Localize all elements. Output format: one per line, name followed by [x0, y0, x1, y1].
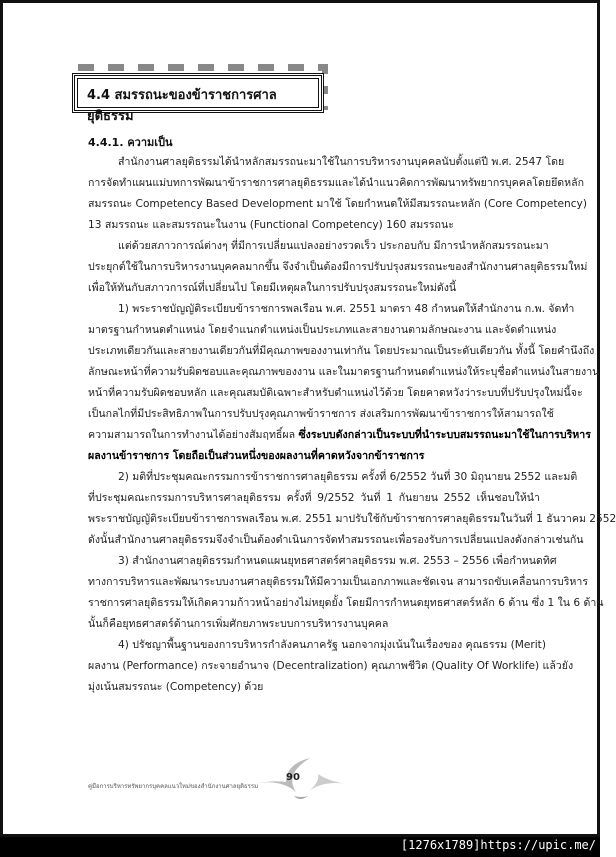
- text-line: ประยุกต์ใช้ในการบริหารงานบุคคลมากขึ้น จึงจำเป็นต้องมีการปรับปรุงสมรรถนะของสำนักงานศาลยุติธรรมใหม่: [88, 261, 588, 273]
- section-heading-box: [72, 73, 324, 124]
- bold-text-line: ผลงานข้าราชการ โดยถือเป็นส่วนหนึ่งของผลงานที่คาดหวังจากข้าราชการ: [88, 450, 425, 462]
- paragraph-2: [88, 236, 588, 299]
- text-line: สมรรถนะ Competency Based Development มาใช้ โดยกำหนดให้มีสมรรถนะหลัก (Core Competency): [88, 198, 587, 210]
- text-line: หน้าที่ความรับผิดชอบหลัก และคุณสมบัติเฉพาะสำหรับตำแหน่งไว้ด้วย โดยคาดหวังว่าระบบที่ปรับปรุงใหม่นี้จะ: [88, 387, 583, 399]
- text-line: เป็นกลไกที่มีประสิทธิภาพในการปรับปรุงคุณภาพข้าราชการ ส่งเสริมการพัฒนาข้าราชการให้สามารถใช้: [88, 408, 554, 420]
- page-number: 90: [286, 772, 300, 783]
- section-title: 4.4 สมรรถนะของข้าราชการศาลยุติธรรม: [87, 88, 277, 124]
- text-line: 1) พระราชบัญญัติระเบียบข้าราชการพลเรือน พ.ศ. 2551 มาตรา 48 กำหนดให้สำนักงาน ก.พ. จัดทำ: [118, 303, 575, 315]
- text-line: ทางการบริหารและพัฒนาระบบงานศาลยุติธรรมให้มีความเป็นเอกภาพและชัดเจน สามารถขับเคลื่อนการบริหาร: [88, 576, 589, 588]
- paragraph-1: [88, 152, 587, 236]
- text-line: ที่ประชุมคณะกรรมการบริหารศาลยุติธรรม ครั้งที่ 9/2552 วันที่ 1 กันยายน 2552 เห็นชอบให้นำ: [88, 492, 540, 504]
- text-line: ประเภทเดียวกันและสายงานเดียวกันที่มีคุณภาพของงานเท่ากัน โดยประมาณเป็นระดับเดียวกัน ทั้งนี้ โดยคำนึงถึง: [88, 345, 595, 357]
- body-text: [88, 152, 616, 698]
- paragraph-item-4: [88, 635, 574, 698]
- text-line: การจัดทำแผนแม่บทการพัฒนาข้าราชการศาลยุติธรรมและได้นำแนวคิดการพัฒนาทรัพยากรบุคคลโดยยึดหลัก: [88, 177, 585, 189]
- watermark-bar: [0, 837, 600, 857]
- footer-book-title: คู่มือการบริหารทรัพยากรบุคคลแนวใหม่ของสำนักงานศาลยุติธรรม: [88, 783, 259, 790]
- bold-text: ซึ่งระบบดังกล่าวเป็นระบบที่นำระบบสมรรถนะมาใช้ในการบริหาร: [298, 429, 591, 441]
- text-line: [88, 425, 591, 446]
- text-line: ราชการศาลยุติธรรมให้เกิดความก้าวหน้าอย่างไม่หยุดยั้ง โดยมีการกำหนดยุทธศาสตร์หลัก 6 ด้าน ซึ่ง 1 ใน 6 ด้าน: [88, 597, 604, 609]
- text-line: แต่ด้วยสภาวการณ์ต่างๆ ที่มีการเปลี่ยนแปลงอย่างรวดเร็ว ประกอบกับ มีการนำหลักสมรรถนะมา: [118, 240, 549, 252]
- text-line: ดังนั้นสำนักงานศาลยุติธรรมจึงจำเป็นต้องดำเนินการจัดทำสมรรถนะเพื่อรองรับการเปลี่ยนแปลงดังกล่าวเช่นกัน: [88, 534, 584, 546]
- text-line: มาตรฐานกำหนดตำแหน่ง โดยจำแนกตำแหน่งเป็นประเภทและสายงานตามลักษณะงาน และจัดตำแหน่ง: [88, 324, 557, 336]
- swirl-logo-icon: [250, 752, 350, 802]
- subsection-title: 4.4.1. ความเป็น: [88, 136, 173, 149]
- watermark-text: [1276x1789]https://upic.me/: [400, 838, 596, 852]
- text-line: มุ่งเน้นสมรรถนะ (Competency) ด้วย: [88, 681, 264, 693]
- text-segment: ความสามารถในการทำงานได้อย่างสัมฤทธิ์ผล: [88, 429, 299, 441]
- heading-decoration: [78, 64, 328, 71]
- text-line: 4) ปรัชญาพื้นฐานของการบริหารกำลังคนภาครัฐ นอกจากมุ่งเน้นในเรื่องของ คุณธรรม (Merit): [118, 639, 546, 651]
- text-line: เพื่อให้ทันกับสภาวการณ์ที่เปลี่ยนไป โดยมีเหตุผลในการปรับปรุงสมรรถนะใหม่ดังนี้: [88, 282, 457, 294]
- paragraph-item-2: [88, 467, 616, 551]
- text-line: นั้นก็คือยุทธศาสตร์ด้านการเพิ่มศักยภาพระบบการบริหารงานบุคคล: [88, 618, 389, 630]
- text-line: 2) มติที่ประชุมคณะกรรมการข้าราชการศาลยุติธรรม ครั้งที่ 6/2552 วันที่ 30 มิถุนายน 2552 และมติ: [118, 471, 578, 483]
- text-line: ลักษณะหน้าที่ความรับผิดชอบและคุณภาพของงาน และในมาตรฐานกำหนดตำแหน่งให้ระบุชื่อตำแหน่งในสายงาน: [88, 366, 600, 378]
- text-line: 13 สมรรถนะ และสมรรถนะในงาน (Functional Competency) 160 สมรรถนะ: [88, 219, 454, 231]
- text-line: พระราชบัญญัติระเบียบข้าราชการพลเรือน พ.ศ. 2551 มาปรับใช้กับข้าราชการศาลยุติธรรมในวันที่ 1 ธันวาคม 2552: [88, 513, 616, 525]
- paragraph-item-1: [88, 299, 600, 467]
- paragraph-item-3: [88, 551, 604, 635]
- text-line: 3) สำนักงานศาลยุติธรรมกำหนดแผนยุทธศาสตร์ศาลยุติธรรม พ.ศ. 2553 – 2556 เพื่อกำหนดทิศ: [118, 555, 557, 567]
- text-line: สำนักงานศาลยุติธรรมได้นำหลักสมรรถนะมาใช้ในการบริหารงานบุคคลนับตั้งแต่ปี พ.ศ. 2547 โดย: [118, 156, 565, 168]
- text-line: ผลงาน (Performance) กระจายอำนาจ (Decentralization) คุณภาพชีวิต (Quality Of Worklife) แล้วยัง: [88, 660, 574, 672]
